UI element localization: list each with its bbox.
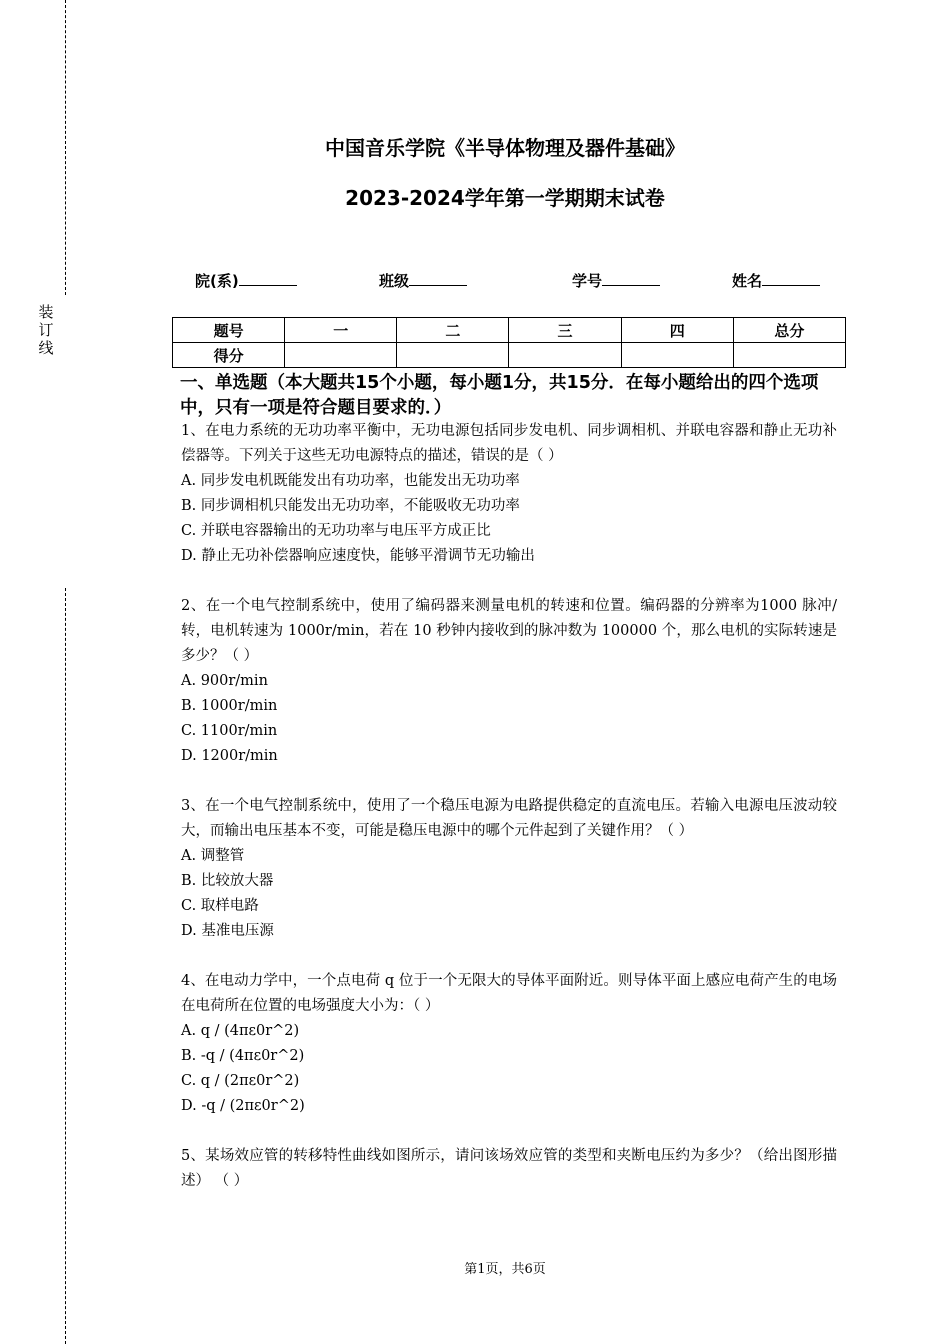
section-heading: 一、单选题（本大题共15个小题，每小题1分，共15分．在每小题给出的四个选项中，只有一项是符合题目要求的．） (180, 373, 819, 418)
option-c: C. 并联电容器输出的无功功率与电压平方成正比 (181, 523, 491, 539)
score-table-cell: 题号 (173, 318, 285, 343)
option-d: D. 基准电压源 (181, 923, 274, 939)
info-field-name (732, 269, 820, 291)
score-table-cell: 二 (397, 318, 509, 343)
option-a: A. 调整管 (181, 848, 245, 864)
option-b: B. 比较放大器 (181, 873, 274, 889)
question-list (181, 419, 837, 1219)
option-d: D. -q / (2πε0r^2) (181, 1098, 305, 1114)
option-c: C. q / (2πε0r^2) (181, 1073, 300, 1089)
question-stem: 4、在电动力学中，一个点电荷 q 位于一个无限大的导体平面附近。则导体平面上感应电荷产生的电场在电荷所在位置的电场强度大小为：（ ） (181, 973, 837, 1014)
question-stem: 2、在一个电气控制系统中，使用了编码器来测量电机的转速和位置。编码器的分辨率为1000 脉冲/转，电机转速为 1000r/min，若在 10 秒钟内接收到的脉冲数为 100000 个，那么电机的实际转速是多少？（ ） (181, 598, 837, 664)
score-table (172, 317, 846, 368)
question-4 (181, 969, 837, 1119)
class-blank (409, 269, 467, 286)
name-blank (762, 269, 820, 286)
score-table-cell: 四 (621, 318, 733, 343)
question-1 (181, 419, 837, 569)
option-b: B. -q / (4πε0r^2) (181, 1048, 305, 1064)
option-a: A. 900r/min (181, 673, 268, 689)
question-stem: 5、某场效应管的转移特性曲线如图所示，请问该场效应管的类型和夹断电压约为多少？（给出图形描述） （ ） (181, 1148, 837, 1189)
exam-title-line2: 2023-2024学年第一学期期末试卷 (345, 186, 665, 210)
page-footer: 第1页，共6页 (464, 1262, 546, 1277)
score-table-cell: 一 (285, 318, 397, 343)
student-id-blank (602, 269, 660, 286)
binding-line-bottom (65, 588, 66, 1344)
option-c: C. 1100r/min (181, 723, 278, 739)
score-table-cell (285, 343, 397, 368)
info-field-label: 院(系) (195, 272, 239, 290)
option-b: B. 1000r/min (181, 698, 278, 714)
question-3 (181, 794, 837, 944)
question-stem: 3、在一个电气控制系统中，使用了一个稳压电源为电路提供稳定的直流电压。若输入电源电压波动较大，而输出电压基本不变，可能是稳压电源中的哪个元件起到了关键作用？（ ） (181, 798, 837, 839)
score-table-cell (509, 343, 621, 368)
score-table-cell: 得分 (173, 343, 285, 368)
info-field-label: 姓名 (732, 272, 763, 290)
option-b: B. 同步调相机只能发出无功功率，不能吸收无功功率 (181, 498, 520, 514)
option-d: D. 静止无功补偿器响应速度快，能够平滑调节无功输出 (181, 548, 535, 564)
score-table-cell (397, 343, 509, 368)
score-table-header-row (173, 318, 846, 343)
score-table-score-row (173, 343, 846, 368)
score-table-cell (733, 343, 845, 368)
score-table-cell: 三 (509, 318, 621, 343)
question-5 (181, 1144, 837, 1194)
binding-label (38, 303, 54, 357)
score-table-cell (621, 343, 733, 368)
info-field-department (195, 269, 297, 291)
department-blank (239, 269, 297, 286)
option-d: D. 1200r/min (181, 748, 278, 764)
question-2 (181, 594, 837, 769)
exam-title-line1: 中国音乐学院《半导体物理及器件基础》 (325, 136, 685, 160)
binding-label-text: 装 订 线 (38, 303, 54, 357)
option-a: A. q / (4πε0r^2) (181, 1023, 300, 1039)
info-field-label: 学号 (572, 272, 603, 290)
option-c: C. 取样电路 (181, 898, 259, 914)
option-a: A. 同步发电机既能发出有功功率，也能发出无功功率 (181, 473, 520, 489)
info-field-student-id (572, 269, 660, 291)
question-stem: 1、在电力系统的无功功率平衡中，无功电源包括同步发电机、同步调相机、并联电容器和静止无功补偿器等。下列关于这些无功电源特点的描述，错误的是（ ） (181, 423, 837, 464)
info-field-label: 班级 (379, 272, 410, 290)
score-table-cell: 总分 (733, 318, 845, 343)
info-field-class (379, 269, 467, 291)
